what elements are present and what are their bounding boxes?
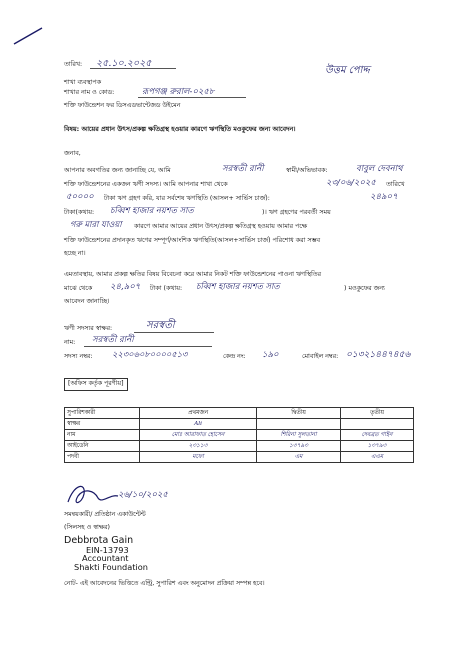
- member-signature: সরস্বতী: [146, 320, 175, 331]
- table-row: [65, 430, 414, 441]
- corner-pen-mark: [12, 24, 52, 48]
- body-line8: এমতাবস্থায়, আমার প্রকল্প ক্ষতির বিষয় বিবেচনা করে আমার নিকট শক্তি ফাউন্ডেশনের পাওনা ঋণস্থিতির: [64, 271, 321, 278]
- member-name-hw: সরস্বতী রানী: [222, 164, 264, 174]
- body-line4b: )। ঋণ গ্রহণের পরবর্তী সময়: [262, 209, 331, 216]
- date-label: তারিখ:: [64, 61, 83, 68]
- body-line7: হচ্ছে না।: [64, 250, 86, 257]
- table-cell: এম: [257, 452, 341, 463]
- table-cell: [257, 419, 341, 430]
- member-name-label: নাম:: [64, 339, 76, 346]
- row-label: আইডেনি: [65, 441, 140, 452]
- table-cell: শিরিনা সুলতানা: [257, 430, 341, 441]
- table-row: [65, 441, 414, 452]
- subject-line: বিষয়: আয়ের প্রধান উৎস/প্রকল্প ক্ষতিগ্রস্থ হওয়ার কারণে ঋণস্থিতি মওকুফের জন্য আবেদন।: [64, 125, 296, 133]
- body-line10: আবেদন জানাচ্ছি।: [64, 298, 110, 305]
- stamp-org: Shakti Foundation: [74, 561, 148, 572]
- waiver-amount-hw: ২৪,৯০৭: [110, 282, 141, 292]
- member-no-label: সদস্য নম্বর:: [64, 353, 93, 360]
- row-label: নাম: [65, 430, 140, 441]
- table-header-cell: দ্বিতীয়: [257, 408, 341, 419]
- seal-label: (সিলসহ ও স্বাক্ষর): [64, 524, 110, 531]
- balance-hw: ২৪৯০৭: [370, 192, 398, 202]
- waiver-words-hw: চব্বিশ হাজার নয়শত সাত: [196, 281, 280, 291]
- loan-amount-hw: ৫০০০০: [66, 192, 94, 202]
- cause-hw: গরু মারা যাওয়া: [70, 219, 122, 229]
- branch-value: রূপগঞ্জ রুরাল-০২৫৮: [142, 87, 215, 97]
- member-name-value: সরস্বতী রানী: [92, 335, 134, 345]
- address-line1: শাখা ব্যবস্থাপক: [64, 79, 102, 86]
- mobile-label: মোবাইল নম্বর:: [302, 353, 339, 360]
- accountant-sign-date: ২৬/১০/২০২৫: [118, 490, 168, 500]
- body-line5: কারণে আমার আয়ের প্রধান উৎস/প্রকল্প ক্ষতিগ্রস্থ হওয়ায় আমার পক্ষে: [134, 223, 307, 230]
- body-line6: শক্তি ফাউন্ডেশনের প্রদানকৃত ঋণের সম্পূর্ণ/আংশিক ঋণস্থিতি(আসল+সার্ভিস চার্জ) পরিশোধ করা সম্ভব: [64, 237, 321, 244]
- body-line2b: তারিখে: [386, 181, 405, 188]
- table-cell: ১৩৭৯৩: [257, 441, 341, 452]
- table-cell: মফো: [140, 452, 257, 463]
- address-line3: শক্তি ফাউন্ডেশন ফর ডিসএডভান্টেজড উইমেন: [64, 102, 181, 109]
- body-line9b: টাকা (কথায়:: [150, 285, 183, 292]
- date-value: ২৫.১০.২০২৫: [96, 58, 152, 69]
- body-line1a: আপনার অবগতির জন্য জানাচ্ছি যে, আমি: [64, 167, 171, 174]
- row-label: স্বাক্ষর: [65, 419, 140, 430]
- salutation: জনাব,: [64, 150, 81, 157]
- member-signature-label: ঋণী সদস্যর স্বাক্ষর:: [64, 325, 113, 332]
- table-row: [65, 452, 414, 463]
- table-header-cell: প্রথমজন: [140, 408, 257, 419]
- table-header-cell: তৃতীয়: [340, 408, 413, 419]
- table-cell: মোঃ আরাফাত হোসেন: [140, 430, 257, 441]
- loan-date-hw: ২৩/০৬/২০২৫: [326, 178, 376, 188]
- footer-note: নোট- এই আবেদনের ভিত্তিতে এন্ট্রি, সুপারিশ এবং অনুমোদন প্রক্রিয়া সম্পন্ন হবে।: [64, 580, 265, 587]
- body-line9a: মাঝে থেকে: [64, 285, 93, 292]
- center-no-label: কেন্দ্র নং:: [223, 353, 246, 360]
- body-line9c: ) মওকুফের জন্য: [344, 285, 385, 292]
- stamp-ein: EIN-13793: [86, 544, 129, 555]
- mobile-value: ০১৩২১৪৪৭৪৫৬: [346, 350, 411, 360]
- member-no-value: ২২৩০৬০৮০০০০৫১৩: [112, 349, 188, 359]
- guardian-hw: বাবুল দেবনাথ: [356, 164, 403, 174]
- body-line1b: স্বামী/অভিভাবক:: [286, 167, 328, 174]
- table-cell: ২৩১১৩: [140, 441, 257, 452]
- body-line2: শক্তি ফাউন্ডেশনের একজন ঋণী সদস্য। আমি আপনার শাখা থেকে: [64, 181, 228, 188]
- table-row: [65, 419, 414, 430]
- balance-words-hw: চব্বিশ হাজার নয়শত সাত: [110, 205, 194, 215]
- center-no-value: ১৯০: [262, 350, 279, 360]
- branch-label: শাখার নাম ও কোড:: [64, 89, 115, 96]
- table-cell: ১৩৭৯৩: [340, 441, 413, 452]
- table-cell: এএম: [340, 452, 413, 463]
- row-label: পদবী: [65, 452, 140, 463]
- table-cell: দেবব্রত গাইন: [340, 430, 413, 441]
- handwritten-top-note: উত্তম পোদ্দ: [325, 65, 370, 76]
- accountant-title: সমন্বয়কারী/ প্রতিষ্ঠান একাউন্টেন্ট: [64, 511, 146, 518]
- body-line3: টাকা ঋণ গ্রহণ করি, যার সর্বশেষ ঋণস্থিতি (আসল+ সার্ভিস চার্জ):: [104, 195, 270, 202]
- table-header-row: [65, 408, 414, 419]
- table-header-cell: সুপারিশকারী: [65, 408, 140, 419]
- accountant-signature: [64, 480, 124, 510]
- table-cell: [340, 419, 413, 430]
- office-use-label: [অফিস কর্তৃক পূরণীয়]: [64, 378, 128, 391]
- body-line4a: টাকা(কথায়:: [64, 209, 95, 216]
- recommendation-table: [64, 407, 414, 463]
- stamp-role: Accountant: [82, 553, 129, 564]
- stamp-name: Debbrota Gain: [64, 535, 134, 546]
- accountant-stamp: [64, 537, 184, 571]
- table-cell: Ali: [140, 419, 257, 430]
